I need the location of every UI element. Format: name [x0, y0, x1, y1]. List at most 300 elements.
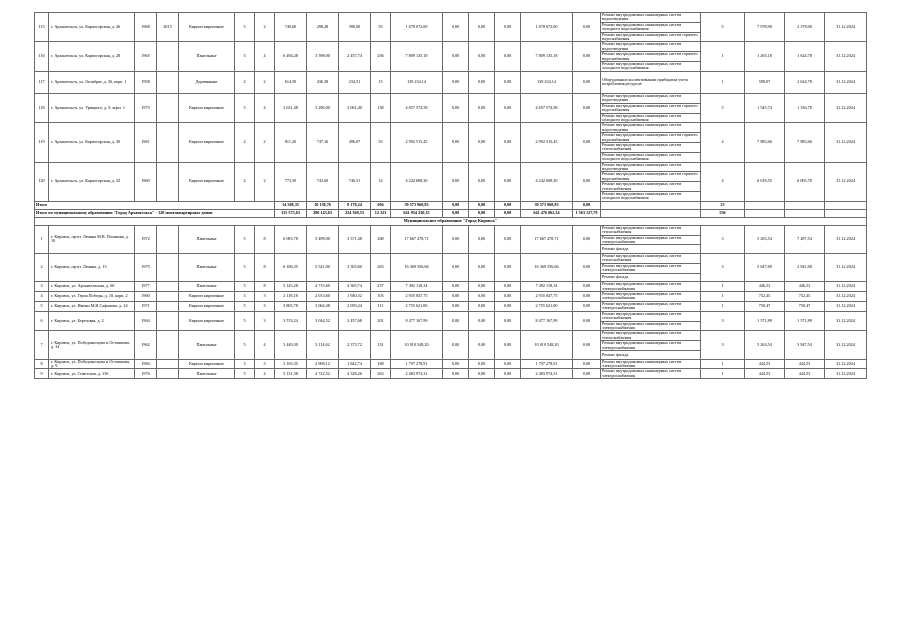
- year-built-cell: 1977: [135, 282, 157, 292]
- total-value: 39 573 968,83: [521, 201, 573, 209]
- total-area-cell: 3 631,48: [275, 93, 307, 122]
- wall-material-cell: Деревянные: [179, 71, 235, 93]
- work-type-cell: Ремонт внутридомовых инженерных систем теплоснабжения: [601, 225, 701, 235]
- completion-date-cell: 31.12.2024: [825, 123, 867, 162]
- completion-date-cell: 31.12.2024: [825, 162, 867, 201]
- table-row: [35, 42, 867, 52]
- fund-cost-cell: 0,00: [443, 42, 469, 71]
- total-cost-cell: 2 935 847,75: [391, 292, 443, 302]
- owners-cost-cell: 4 242 608,30: [521, 162, 573, 201]
- local-cost-cell: 0,00: [495, 93, 521, 122]
- living-area-cell: 747,16: [307, 123, 339, 162]
- total-value: 0,00: [495, 201, 521, 209]
- other-cost-cell: 0,00: [573, 301, 601, 311]
- max-unit-cost-cell: 444,53: [785, 359, 825, 369]
- max-unit-cost-cell: 446,53: [785, 282, 825, 292]
- total-cost-cell: 7 809 135,18: [391, 42, 443, 71]
- floors-cell: 5: [235, 331, 255, 359]
- fund-cost-cell: 0,00: [443, 359, 469, 369]
- work-type-cell: Ремонт внутридомовых инженерных систем электроснабжения: [601, 263, 701, 273]
- unit-cost-cell: 1 265,18: [745, 42, 785, 71]
- local-cost-cell: 0,00: [495, 162, 521, 201]
- year-built-cell: 1984: [135, 359, 157, 369]
- local-cost-cell: 0,00: [495, 123, 521, 162]
- unit-cost-cell: 5 047,69: [745, 254, 785, 282]
- address-cell: г. Кировск, ул. Победоносцева и Осташкова, д. 9: [49, 359, 135, 369]
- work-type-cell: Ремонт внутридомовых инженерных систем горячего водоснабжения: [601, 103, 701, 113]
- total-area-cell: 3 865,78: [275, 301, 307, 311]
- row-number-cell: 9: [35, 369, 49, 379]
- wall-material-cell: Панельные: [179, 254, 235, 282]
- local-cost-cell: 0,00: [495, 282, 521, 292]
- work-type-cell: Ремонт внутридомовых инженерных систем горячего водоснабжения: [601, 172, 701, 182]
- total-value: 10 138,76: [307, 201, 339, 209]
- works-count-cell: 5: [701, 13, 745, 42]
- total-value: 0,00: [443, 209, 469, 217]
- year-built-cell: 1960: [135, 292, 157, 302]
- table-row: [35, 93, 867, 103]
- year-built-cell: 1971: [135, 301, 157, 311]
- living-area-cell: 3 114,62: [307, 331, 339, 359]
- local-cost-cell: 0,00: [495, 292, 521, 302]
- other-cost-cell: 0,00: [573, 254, 601, 282]
- completion-date-cell: 31.12.2024: [825, 225, 867, 253]
- max-unit-cost-cell: 2 378,00: [785, 13, 825, 42]
- table-row: [35, 292, 867, 302]
- floors-cell: 2: [235, 123, 255, 162]
- work-type-cell: Ремонт внутридомовых инженерных систем теплоснабжения: [601, 254, 701, 264]
- year-commission-cell: 2015: [157, 13, 179, 42]
- total-cost-cell: 2 992 515,45: [391, 123, 443, 162]
- wall-material-cell: Панельные: [179, 225, 235, 253]
- table-row: [35, 254, 867, 264]
- year-built-cell: 1975: [135, 93, 157, 122]
- total-area-cell: 3 165,35: [275, 359, 307, 369]
- living-area-cell: 3 064,48: [307, 301, 339, 311]
- works-count-cell: 1: [701, 359, 745, 369]
- unit-cost-cell: 5 263,54: [745, 225, 785, 253]
- row-number-cell: 3: [35, 282, 49, 292]
- row-number-cell: 120: [35, 162, 49, 201]
- table-row: [35, 123, 867, 133]
- address-cell: г. Кировск, ул. Героя Победы, д. 10, корп. 2: [49, 292, 135, 302]
- year-commission-cell: [157, 301, 179, 311]
- row-number-cell: 2: [35, 254, 49, 282]
- owners-cost-cell: 17 667 478,71: [521, 225, 573, 253]
- living-area-cell: 5 498,00: [307, 225, 339, 253]
- works-count-cell: 1: [701, 282, 745, 292]
- register-body: [35, 13, 867, 379]
- entrances-cell: 4: [255, 42, 275, 71]
- residents-cell: 35: [371, 13, 391, 42]
- max-unit-cost-cell: 750,47: [785, 301, 825, 311]
- residents-cell: 35: [371, 123, 391, 162]
- work-type-cell: Ремонт внутридомовых инженерных систем электроснабжения: [601, 321, 701, 331]
- year-built-cell: 1968: [135, 13, 157, 42]
- total-area-cell: 811,20: [275, 123, 307, 162]
- wall-material-cell: Кирпич кирпичные: [179, 359, 235, 369]
- year-commission-cell: [157, 359, 179, 369]
- floors-cell: 5: [235, 42, 255, 71]
- total-cost-cell: 2 755 621,00: [391, 301, 443, 311]
- other-cost-cell: 0,00: [573, 42, 601, 71]
- total-value: [745, 209, 785, 217]
- apartments-area-cell: 4 328,26: [339, 369, 371, 379]
- fund-cost-cell: 0,00: [443, 123, 469, 162]
- entrances-cell: 8: [255, 254, 275, 282]
- entrances-cell: 3: [255, 359, 275, 369]
- works-count-cell: 4: [701, 123, 745, 162]
- floors-cell: 5: [235, 282, 255, 292]
- max-unit-cost-cell: 6 003,78: [785, 162, 825, 201]
- other-cost-cell: 0,00: [573, 71, 601, 93]
- residents-cell: 257: [371, 282, 391, 292]
- total-area-cell: 5 145,28: [275, 282, 307, 292]
- other-cost-cell: 0,00: [573, 369, 601, 379]
- max-unit-cost-cell: 2 624,78: [785, 71, 825, 93]
- wall-material-cell: Кирпич кирпичные: [179, 123, 235, 162]
- address-cell: г. Архангельск, ул. Карпогорская, д. 30: [49, 123, 135, 162]
- other-cost-cell: 0,00: [573, 311, 601, 331]
- wall-material-cell: Кирпич кирпичные: [179, 301, 235, 311]
- address-cell: г. Кировск, ул. Победоносцева и Осташкова, д. 34: [49, 331, 135, 359]
- total-area-cell: 3 449,30: [275, 331, 307, 359]
- year-commission-cell: [157, 282, 179, 292]
- apartments-area-cell: 1 842,74: [339, 359, 371, 369]
- apartments-area-cell: 746,51: [339, 162, 371, 201]
- regional-cost-cell: 0,00: [469, 311, 495, 331]
- year-built-cell: 1964: [135, 311, 157, 331]
- regional-cost-cell: 0,00: [469, 123, 495, 162]
- total-area-cell: 6 083,78: [275, 225, 307, 253]
- living-area-cell: 5 521,00: [307, 254, 339, 282]
- completion-date-cell: 31.12.2024: [825, 42, 867, 71]
- unit-cost-cell: 444,53: [745, 369, 785, 379]
- wall-material-cell: Панельные: [179, 42, 235, 71]
- row-number-cell: 8: [35, 359, 49, 369]
- max-unit-cost-cell: 7 983,66: [785, 123, 825, 162]
- total-value: 556: [701, 209, 745, 217]
- unit-cost-cell: 444,53: [745, 359, 785, 369]
- address-cell: г. Кировск, пр-кт. Ленина М.В. Полякова, д. 10: [49, 225, 135, 253]
- total-value: 694: [371, 201, 391, 209]
- floors-cell: 5: [235, 369, 255, 379]
- max-unit-cost-cell: 2 941,68: [785, 254, 825, 282]
- total-area-cell: 3 574,24: [275, 311, 307, 331]
- regional-cost-cell: 0,00: [469, 282, 495, 292]
- fund-cost-cell: 0,00: [443, 71, 469, 93]
- work-type-cell: Ремонт внутридомовых инженерных систем водоотведения: [601, 162, 701, 172]
- work-type-cell: Ремонт внутридомовых инженерных систем теплоснабжения: [601, 311, 701, 321]
- residents-cell: 201: [371, 311, 391, 331]
- max-unit-cost-cell: 444,53: [785, 369, 825, 379]
- table-row: [35, 301, 867, 311]
- work-type-cell: Ремонт внутридомовых инженерных систем водоотведения: [601, 123, 701, 133]
- total-cost-cell: 139 234,14: [391, 71, 443, 93]
- floors-cell: 3: [235, 359, 255, 369]
- entrances-cell: 8: [255, 282, 275, 292]
- work-type-cell: Ремонт внутридомовых инженерных систем электроснабжения: [601, 282, 701, 292]
- address-cell: г. Архангельск, ул. Карпогорская, д. 28: [49, 42, 135, 71]
- residents-cell: 168: [371, 359, 391, 369]
- residents-cell: 103: [371, 292, 391, 302]
- works-count-cell: 1: [701, 369, 745, 379]
- works-count-cell: 4: [701, 162, 745, 201]
- unit-cost-cell: 7 978,90: [745, 13, 785, 42]
- local-cost-cell: 0,00: [495, 311, 521, 331]
- fund-cost-cell: 0,00: [443, 311, 469, 331]
- row-number-cell: 6: [35, 311, 49, 331]
- address-cell: г. Архангельск, ул. Карпогорская, д. 32: [49, 162, 135, 201]
- unit-cost-cell: 750,47: [745, 301, 785, 311]
- year-built-cell: 1972: [135, 225, 157, 253]
- regional-cost-cell: 0,00: [469, 301, 495, 311]
- total-cost-cell: 17 667 478,71: [391, 225, 443, 253]
- year-commission-cell: [157, 311, 179, 331]
- unit-cost-cell: 7 983,66: [745, 123, 785, 162]
- local-cost-cell: 0,00: [495, 369, 521, 379]
- floors-cell: 5: [235, 254, 255, 282]
- table-row: [35, 225, 867, 235]
- apartments-area-cell: 2 457,74: [339, 42, 371, 71]
- wall-material-cell: Кирпич кирпичные: [179, 162, 235, 201]
- residents-cell: 14: [371, 162, 391, 201]
- floors-cell: 2: [235, 162, 255, 201]
- entrances-cell: 3: [255, 301, 275, 311]
- wall-material-cell: Кирпич кирпичные: [179, 93, 235, 122]
- total-label: Итого по муниципальному образованию "Город Архангельск" - 120 многоквартирных домов: [35, 209, 275, 217]
- wall-material-cell: Панельные: [179, 282, 235, 292]
- completion-date-cell: 31.12.2024: [825, 369, 867, 379]
- total-area-cell: 5 151,38: [275, 369, 307, 379]
- year-commission-cell: [157, 254, 179, 282]
- regional-cost-cell: 0,00: [469, 42, 495, 71]
- floors-cell: 3: [235, 292, 255, 302]
- entrances-cell: 4: [255, 331, 275, 359]
- work-type-cell: Ремонт внутридомовых инженерных систем водоотведения: [601, 42, 701, 52]
- table-row: [35, 162, 867, 172]
- total-value: 280 143,63: [307, 209, 339, 217]
- unit-cost-cell: 752,45: [745, 292, 785, 302]
- year-commission-cell: [157, 162, 179, 201]
- apartments-area-cell: 390,00: [339, 13, 371, 42]
- total-cost-cell: 4 657 574,58: [391, 93, 443, 122]
- total-row: [35, 209, 867, 217]
- year-built-cell: 1962: [135, 331, 157, 359]
- floors-cell: 5: [235, 301, 255, 311]
- regional-cost-cell: 0,00: [469, 71, 495, 93]
- total-area-cell: 2 118,18: [275, 292, 307, 302]
- unit-cost-cell: 6 018,55: [745, 162, 785, 201]
- apartments-area-cell: 3 061,40: [339, 93, 371, 122]
- apartments-area-cell: 2 457,68: [339, 311, 371, 331]
- residents-cell: 236: [371, 42, 391, 71]
- work-type-cell: Ремонт внутридомовых инженерных систем теплоснабжения: [601, 331, 701, 341]
- year-commission-cell: [157, 331, 179, 359]
- total-value: [745, 201, 785, 209]
- work-type-cell: Ремонт внутридомовых инженерных систем водоотведения: [601, 93, 701, 103]
- total-cost-cell: 7 492 118,34: [391, 282, 443, 292]
- residents-cell: 131: [371, 331, 391, 359]
- section-title: Муниципальное образование "Город Кировск": [35, 217, 867, 225]
- wall-material-cell: Панельные: [179, 369, 235, 379]
- fund-cost-cell: 0,00: [443, 13, 469, 42]
- completion-date-cell: 31.12.2024: [825, 254, 867, 282]
- table-row: [35, 311, 867, 321]
- total-value: 0,00: [469, 209, 495, 217]
- apartments-area-cell: 234,51: [339, 71, 371, 93]
- work-type-cell: Ремонт внутридомовых инженерных систем холодного водоснабжения: [601, 62, 701, 72]
- living-area-cell: 3 044,52: [307, 311, 339, 331]
- completion-date-cell: 31.12.2024: [825, 301, 867, 311]
- total-value: 0,00: [495, 209, 521, 217]
- address-cell: г. Кировск, пр-кт. Ленина, д. 15: [49, 254, 135, 282]
- total-value: 1 563 127,79: [573, 209, 601, 217]
- fund-cost-cell: 0,00: [443, 93, 469, 122]
- row-number-cell: 4: [35, 292, 49, 302]
- work-type-cell: Ремонт внутридомовых инженерных систем водоотведения: [601, 13, 701, 23]
- row-number-cell: 115: [35, 13, 49, 42]
- address-cell: г. Кировск, ул. Советская, д. 13б: [49, 369, 135, 379]
- works-count-cell: 3: [701, 225, 745, 253]
- total-cost-cell: 2 483 974,31: [391, 369, 443, 379]
- living-area-cell: 4 722,52: [307, 369, 339, 379]
- total-value: [601, 209, 701, 217]
- owners-cost-cell: 7 809 135,18: [521, 42, 573, 71]
- year-built-cell: 1965: [135, 42, 157, 71]
- work-type-cell: Ремонт внутридомовых инженерных систем горячего водоснабжения: [601, 133, 701, 143]
- work-type-cell: Ремонт внутридомовых инженерных систем электроснабжения: [601, 359, 701, 369]
- total-value: 641 476 862,34: [521, 209, 573, 217]
- regional-cost-cell: 0,00: [469, 331, 495, 359]
- total-value: 12 323: [371, 209, 391, 217]
- work-type-cell: Ремонт внутридомовых инженерных систем холодного водоснабжения: [601, 22, 701, 32]
- work-type-cell: Ремонт внутридомовых инженерных систем электроснабжения: [601, 301, 701, 311]
- year-commission-cell: [157, 71, 179, 93]
- living-area-cell: 3 296,00: [307, 93, 339, 122]
- works-count-cell: 1: [701, 301, 745, 311]
- work-type-cell: Ремонт внутридомовых инженерных систем холодного водоснабжения: [601, 152, 701, 162]
- local-cost-cell: 0,00: [495, 42, 521, 71]
- entrances-cell: 2: [255, 162, 275, 201]
- work-type-cell: Ремонт фасада: [601, 350, 701, 359]
- owners-cost-cell: 139 234,14: [521, 71, 573, 93]
- residents-cell: 263: [371, 254, 391, 282]
- total-area-cell: 773,50: [275, 162, 307, 201]
- total-value: [601, 201, 701, 209]
- owners-cost-cell: 1 797 278,91: [521, 359, 573, 369]
- work-type-cell: Ремонт внутридомовых инженерных систем теплоснабжения: [601, 182, 701, 192]
- owners-cost-cell: 10 010 548,20: [521, 331, 573, 359]
- table-row: [35, 331, 867, 341]
- row-number-cell: 119: [35, 123, 49, 162]
- owners-cost-cell: 4 657 574,58: [521, 93, 573, 122]
- living-area-cell: 2 013,60: [307, 292, 339, 302]
- wall-material-cell: Кирпич кирпичные: [179, 292, 235, 302]
- year-built-cell: 1976: [135, 369, 157, 379]
- completion-date-cell: 31.12.2024: [825, 331, 867, 359]
- works-count-cell: 1: [701, 42, 745, 71]
- local-cost-cell: 0,00: [495, 301, 521, 311]
- other-cost-cell: 0,00: [573, 13, 601, 42]
- address-cell: г. Архангельск, ул. Урицкого, д. 9, корп. 1: [49, 93, 135, 122]
- total-value: 14 568,35: [275, 201, 307, 209]
- residents-cell: 138: [371, 93, 391, 122]
- completion-date-cell: 31.12.2024: [825, 93, 867, 122]
- owners-cost-cell: 16 369 356,66: [521, 254, 573, 282]
- fund-cost-cell: 0,00: [443, 282, 469, 292]
- regional-cost-cell: 0,00: [469, 13, 495, 42]
- entrances-cell: 3: [255, 311, 275, 331]
- floors-cell: 5: [235, 13, 255, 42]
- work-type-cell: Оборудование коллективными приборами учета потребления ресурсов: [601, 71, 701, 93]
- total-cost-cell: 16 369 356,66: [391, 254, 443, 282]
- other-cost-cell: 0,00: [573, 162, 601, 201]
- address-cell: г. Архангельск, ул. Октябрят, д. 36, корп. 1: [49, 71, 135, 93]
- table-row: [35, 282, 867, 292]
- local-cost-cell: 0,00: [495, 254, 521, 282]
- unit-cost-cell: 590,07: [745, 71, 785, 93]
- owners-cost-cell: 8 477 167,99: [521, 311, 573, 331]
- entrances-cell: 4: [255, 93, 275, 122]
- year-commission-cell: [157, 123, 179, 162]
- other-cost-cell: 0,00: [573, 331, 601, 359]
- local-cost-cell: 0,00: [495, 331, 521, 359]
- row-number-cell: 5: [35, 301, 49, 311]
- apartments-area-cell: 2 373,72: [339, 331, 371, 359]
- total-value: 0,00: [469, 201, 495, 209]
- other-cost-cell: 0,00: [573, 282, 601, 292]
- other-cost-cell: 0,00: [573, 93, 601, 122]
- total-cost-cell: 1 678 072,00: [391, 13, 443, 42]
- total-value: 39 573 968,83: [391, 201, 443, 209]
- work-type-cell: Ремонт внутридомовых инженерных систем электроснабжения: [601, 341, 701, 351]
- living-area-cell: 743,60: [307, 162, 339, 201]
- total-value: 224 368,53: [339, 209, 371, 217]
- max-unit-cost-cell: 1 624,78: [785, 42, 825, 71]
- fund-cost-cell: 0,00: [443, 292, 469, 302]
- floors-cell: 5: [235, 225, 255, 253]
- works-count-cell: 1: [701, 292, 745, 302]
- work-type-cell: Ремонт фасада: [601, 245, 701, 254]
- max-unit-cost-cell: 752,45: [785, 292, 825, 302]
- entrances-cell: 4: [255, 369, 275, 379]
- row-number-cell: 116: [35, 42, 49, 71]
- repair-register-table: [34, 12, 867, 379]
- other-cost-cell: 0,00: [573, 225, 601, 253]
- address-cell: г. Архангельск, ул. Карпогорская, д. 26: [49, 13, 135, 42]
- owners-cost-cell: 2 483 974,31: [521, 369, 573, 379]
- living-area-cell: 2 908,12: [307, 359, 339, 369]
- total-value: [785, 201, 825, 209]
- work-type-cell: Ремонт внутридомовых инженерных систем теплоснабжения: [601, 142, 701, 152]
- total-value: 0,00: [573, 201, 601, 209]
- apartments-area-cell: 1 940,32: [339, 292, 371, 302]
- owners-cost-cell: 1 678 072,00: [521, 13, 573, 42]
- section-row: [35, 217, 867, 225]
- row-number-cell: 117: [35, 71, 49, 93]
- completion-date-cell: 31.12.2024: [825, 311, 867, 331]
- work-type-cell: Ремонт внутридомовых инженерных систем холодного водоснабжения: [601, 192, 701, 202]
- year-commission-cell: [157, 93, 179, 122]
- entrances-cell: 2: [255, 123, 275, 162]
- apartments-area-cell: 4 365,74: [339, 282, 371, 292]
- living-area-cell: 3 598,00: [307, 42, 339, 71]
- total-area-cell: 614,50: [275, 71, 307, 93]
- completion-date-cell: 31.12.2024: [825, 282, 867, 292]
- local-cost-cell: 0,00: [495, 225, 521, 253]
- local-cost-cell: 0,00: [495, 359, 521, 369]
